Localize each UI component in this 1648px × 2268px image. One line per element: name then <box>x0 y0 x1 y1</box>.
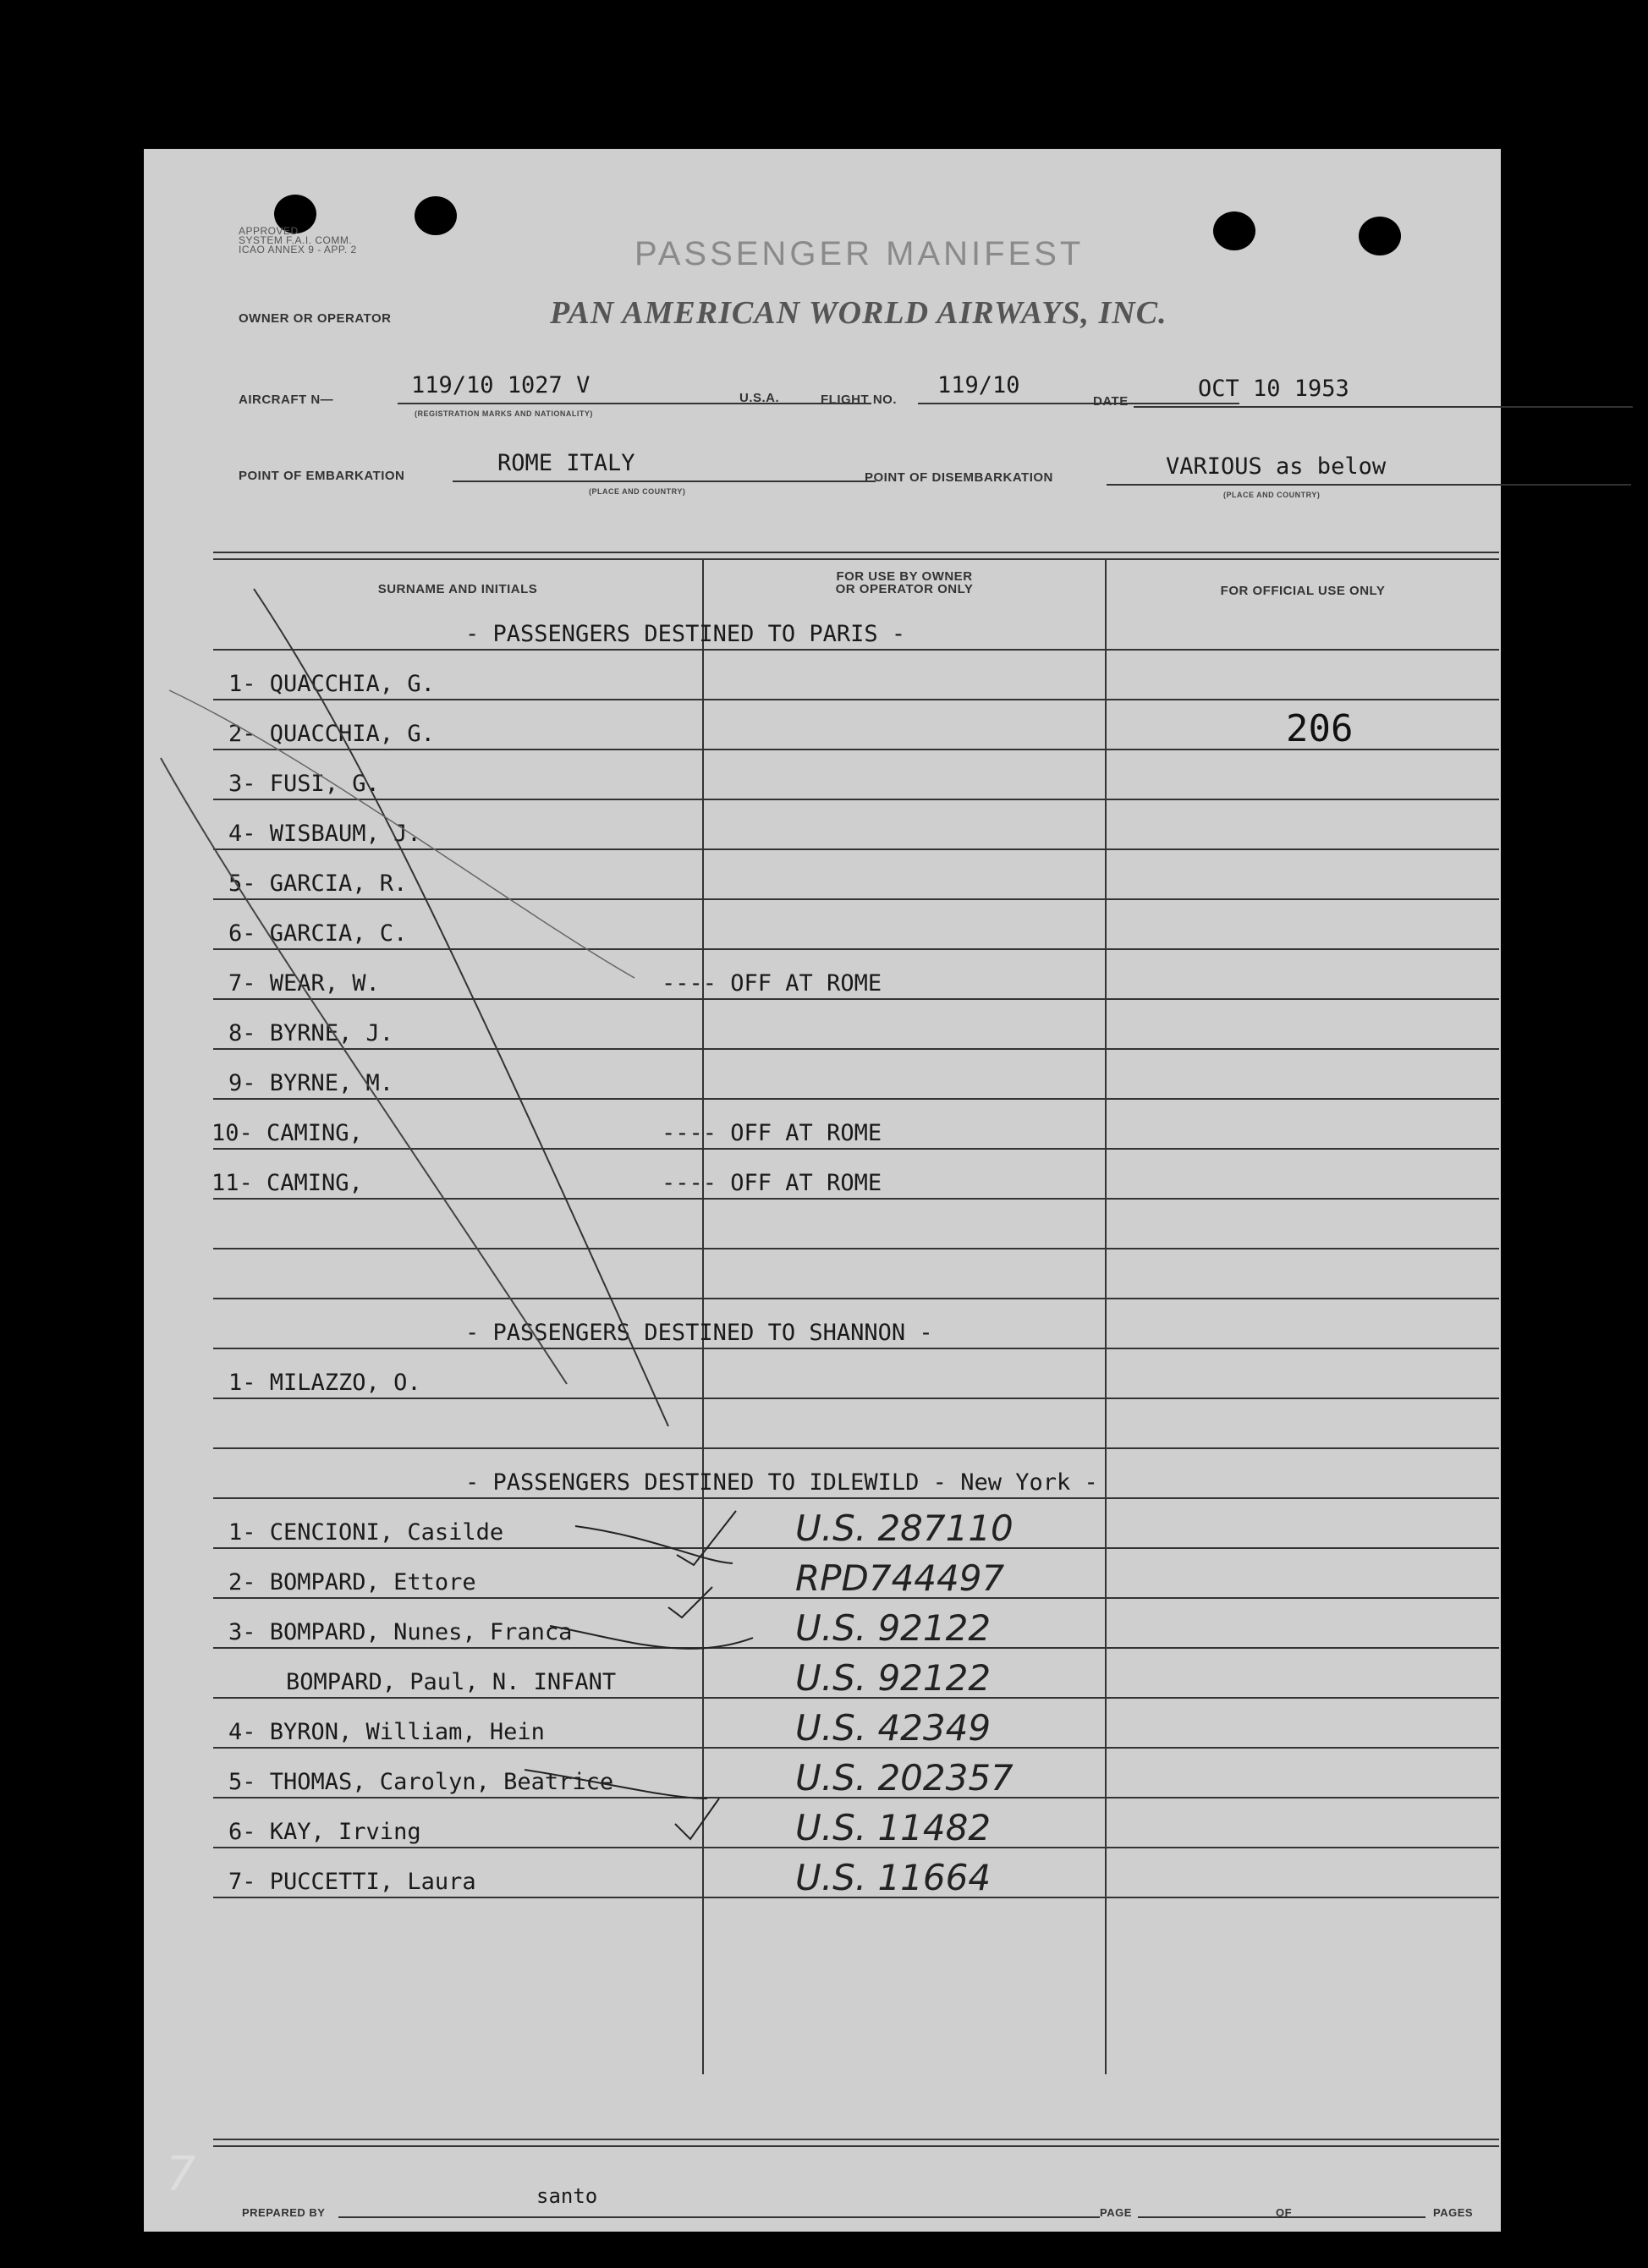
row-rule <box>213 1398 1499 1399</box>
handwritten-passport-number: U.S. 287110 <box>795 1507 1014 1549</box>
passenger-row-text: 6- KAY, Irving <box>228 1819 421 1845</box>
date-label: DATE <box>1093 394 1129 409</box>
column-header-operator: FOR USE BY OWNER OR OPERATOR ONLY <box>835 569 974 596</box>
disembarkation-sublabel: (PLACE AND COUNTRY) <box>1223 491 1321 499</box>
passenger-row-text: 1- CENCIONI, Casilde <box>228 1519 504 1546</box>
row-rule <box>213 948 1499 950</box>
handwritten-passport-number: U.S. 92122 <box>795 1607 992 1649</box>
row-rule <box>213 1447 1499 1449</box>
row-rule <box>213 998 1499 1000</box>
disembarkation-line <box>1107 484 1631 486</box>
flight-label: FLIGHT NO. <box>821 393 897 407</box>
table-bottom-rule <box>213 2139 1499 2140</box>
handwritten-passport-number: U.S. 11482 <box>795 1807 992 1848</box>
passenger-row-text: 3- BOMPARD, Nunes, Franca <box>228 1619 573 1645</box>
handwritten-passport-number: U.S. 11664 <box>795 1857 992 1898</box>
row-rule <box>213 1098 1499 1100</box>
handwritten-passport-number: U.S. 92122 <box>795 1657 992 1699</box>
margin-mark: 7 <box>166 2147 196 2202</box>
operator-note: ---- OFF AT ROME <box>662 1170 882 1196</box>
row-rule <box>213 1248 1499 1249</box>
flight-line <box>918 403 1239 404</box>
passenger-row-text: 1- MILAZZO, O. <box>228 1370 421 1396</box>
passenger-row-text: - PASSENGERS DESTINED TO PARIS - <box>465 621 906 647</box>
punch-hole <box>1213 211 1255 250</box>
row-rule <box>213 1497 1499 1499</box>
disembarkation-value: VARIOUS as below <box>1166 453 1387 480</box>
manifest-sheet <box>144 149 1501 2232</box>
column-header-official: FOR OFFICIAL USE ONLY <box>1220 584 1386 598</box>
passenger-row-text: 10- CAMING, <box>211 1120 363 1146</box>
table-top-rule <box>213 558 1499 560</box>
handwritten-passport-number: U.S. 42349 <box>795 1707 992 1749</box>
of-label: OF <box>1276 2206 1293 2219</box>
prepared-by-label: PREPARED BY <box>242 2206 326 2219</box>
row-rule <box>213 1048 1499 1050</box>
handwritten-passport-number: U.S. 202357 <box>795 1757 1014 1798</box>
row-rule <box>213 848 1499 850</box>
prepared-by-line <box>338 2216 1100 2218</box>
disembarkation-label: POINT OF DISEMBARKATION <box>865 470 1053 485</box>
embarkation-label: POINT OF EMBARKATION <box>239 469 405 483</box>
passenger-row-text: 3- FUSI, G. <box>228 771 380 797</box>
date-line <box>1134 406 1633 408</box>
row-rule <box>213 1148 1499 1150</box>
passenger-row-text: 6- GARCIA, C. <box>228 920 408 947</box>
row-rule <box>213 1198 1499 1200</box>
prepared-by-value: santo <box>536 2184 598 2208</box>
punch-hole <box>1359 217 1401 255</box>
passenger-row-text: 11- CAMING, <box>211 1170 363 1196</box>
passenger-row-text: 9- BYRNE, M. <box>228 1070 394 1096</box>
operator-note: ---- OFF AT ROME <box>662 970 882 997</box>
passenger-row-text: BOMPARD, Paul, N. INFANT <box>286 1669 617 1695</box>
passenger-row-text: 4- BYRON, William, Hein <box>228 1719 545 1745</box>
column-header-surname: SURNAME AND INITIALS <box>377 582 538 596</box>
row-rule <box>213 799 1499 800</box>
table-bottom-rule <box>213 2145 1499 2147</box>
aircraft-line <box>398 403 871 404</box>
row-rule <box>213 649 1499 651</box>
passenger-row-text: 2- BOMPARD, Ettore <box>228 1569 476 1595</box>
passenger-row-text: - PASSENGERS DESTINED TO SHANNON - <box>465 1320 933 1346</box>
punch-hole <box>415 196 457 235</box>
embarkation-sublabel: (PLACE AND COUNTRY) <box>589 487 686 496</box>
owner-label: OWNER OR OPERATOR <box>239 311 392 326</box>
passenger-row-text: 2- QUACCHIA, G. <box>228 721 435 747</box>
passenger-row-text: 1- QUACCHIA, G. <box>228 671 435 697</box>
aircraft-label: AIRCRAFT N— <box>239 393 334 407</box>
owner-value: PAN AMERICAN WORLD AIRWAYS, INC. <box>550 295 1167 331</box>
passenger-row-text: 5- THOMAS, Carolyn, Beatrice <box>228 1769 614 1795</box>
passenger-row-text: 7- WEAR, W. <box>228 970 380 997</box>
operator-note: ---- OFF AT ROME <box>662 1120 882 1146</box>
table-top-rule <box>213 552 1499 553</box>
passenger-row-text: 7- PUCCETTI, Laura <box>228 1869 476 1895</box>
row-rule <box>213 898 1499 900</box>
passenger-row-text: 8- BYRNE, J. <box>228 1020 394 1046</box>
aircraft-sublabel: (REGISTRATION MARKS AND NATIONALITY) <box>415 409 593 418</box>
page-label: PAGE <box>1100 2206 1132 2219</box>
flight-value: 119/10 <box>937 372 1020 398</box>
row-rule <box>213 1348 1499 1349</box>
usa-label: U.S.A. <box>739 391 780 405</box>
row-rule <box>213 1298 1499 1299</box>
passenger-row-text: 4- WISBAUM, J. <box>228 821 421 847</box>
official-stamp-number: 206 <box>1286 707 1354 750</box>
passenger-row-text: - PASSENGERS DESTINED TO IDLEWILD - New York - <box>465 1469 1098 1496</box>
embarkation-value: ROME ITALY <box>497 450 635 476</box>
page-title: PASSENGER MANIFEST <box>634 235 1085 272</box>
aircraft-value: 119/10 1027 V <box>411 372 591 398</box>
pages-label: PAGES <box>1433 2206 1474 2219</box>
handwritten-passport-number: RPD744497 <box>795 1557 1005 1599</box>
row-rule <box>213 699 1499 700</box>
date-value: OCT 10 1953 <box>1198 376 1349 402</box>
approval-note: APPROVED SYSTEM F.A.I. COMM. ICAO ANNEX 9 - APP. 2 <box>239 225 357 255</box>
embarkation-line <box>453 481 876 482</box>
passenger-row-text: 5- GARCIA, R. <box>228 870 408 897</box>
